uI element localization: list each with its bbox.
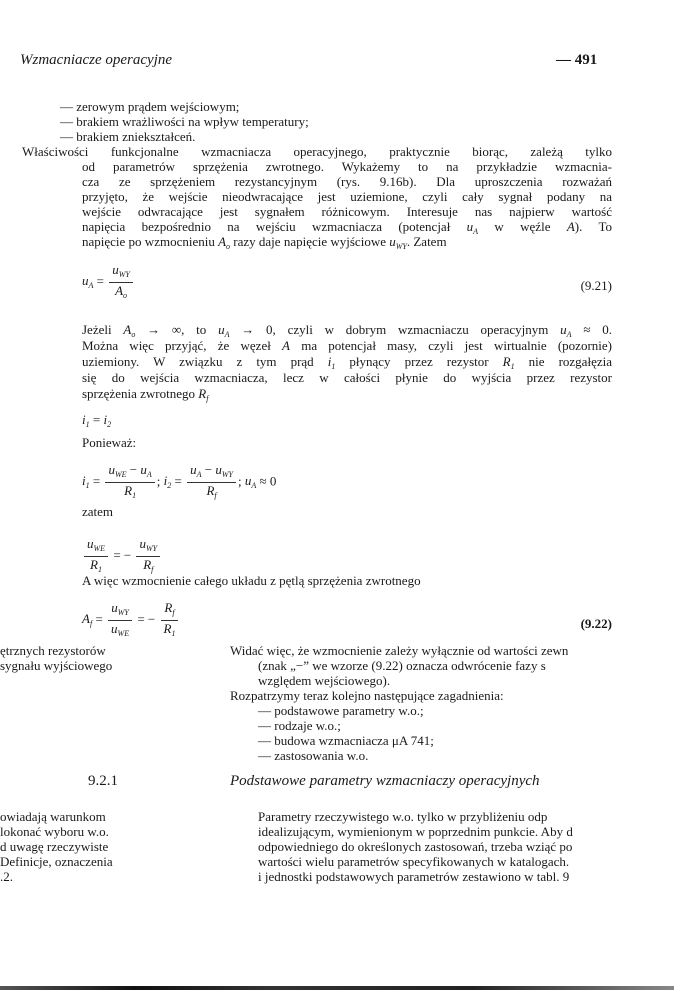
left-fragment: sygnału wyjściowego [0, 658, 113, 673]
equation-label: (9.22) [580, 616, 612, 631]
paragraph-line: i jednostki podstawowych parametrów zestawiono w tabl. 9 [258, 869, 570, 884]
paragraph-line: odpowiedniego do określonych zastosowań, trzeba wziąć po [258, 839, 573, 854]
math-variable [389, 234, 407, 249]
math-variable [215, 462, 233, 477]
equation-9-22 [82, 600, 180, 641]
math-variable [467, 219, 478, 234]
math-variable [140, 462, 151, 477]
numerator [108, 600, 132, 621]
denominator [108, 621, 132, 641]
math-variable [503, 354, 515, 369]
variable-subscript: o [123, 291, 128, 300]
variable-subscript: WE [114, 470, 127, 479]
fraction [161, 600, 179, 641]
variable-subscript: WY [395, 242, 407, 251]
left-fragment: lokonać wyboru w.o. [0, 824, 109, 839]
math-variable [206, 483, 216, 498]
denominator [161, 621, 179, 641]
math-variable [164, 621, 176, 636]
text-run: ma potencjał masy, czyli jest wirtualnie (pozornie) [290, 338, 612, 353]
equation [82, 536, 162, 577]
math-variable [82, 412, 90, 427]
text-run: Właściwości funkcjonalne wzmacniacza operacyjnego, praktycznie biorąc, zależą tylko [22, 144, 612, 159]
equation [82, 462, 276, 503]
left-fragment: Definicje, oznaczenia [0, 854, 113, 869]
variable-symbol: i [82, 412, 86, 427]
paragraph-line [82, 204, 612, 219]
variable-subscript: f [151, 565, 154, 574]
paragraph-line [82, 159, 612, 174]
variable-subscript: f [89, 619, 93, 629]
variable-symbol: u [215, 462, 222, 477]
text-run: sprzężenia zwrotnego [82, 386, 199, 401]
fraction [187, 462, 236, 503]
list-item: — zastosowania w.o. [258, 748, 369, 763]
fraction [109, 262, 133, 303]
variable-symbol: u [466, 219, 474, 234]
text-run: uziemiony. W związku z tym prąd [82, 354, 328, 369]
text-run: = − [110, 547, 135, 563]
text-run: = [89, 473, 104, 489]
text-run: się do wejścia wzmacniacza, lecz w całości płynie do wyjścia przez rezystor [82, 370, 612, 385]
variable-subscript: A [566, 330, 572, 339]
variable-symbol: u [111, 600, 118, 615]
variable-subscript: WY [118, 270, 130, 279]
text-run: napięcia bezpośrednio na wejściu wzmacniacza (potencjał [82, 219, 467, 234]
variable-symbol: i [82, 473, 86, 489]
list-item: — brakiem wrażliwości na wpływ temperatury; [60, 114, 309, 129]
variable-symbol: R [206, 483, 215, 498]
text-run: Można więc przyjąć, że węzeł [82, 338, 283, 353]
paragraph-line [82, 174, 612, 189]
paragraph-line: względem wejściowego). [258, 673, 391, 688]
variable-symbol: R [502, 354, 511, 369]
text-run: = [92, 611, 107, 627]
text-run: ). To [574, 219, 612, 234]
numerator [105, 462, 154, 483]
paragraph-line: idealizującym, wymienionym w poprzednim punkcie. Aby d [258, 824, 573, 839]
left-fragment: d uwagę rzeczywiste [0, 839, 109, 854]
text-run: − [126, 462, 141, 477]
paragraph-line: wartości wielu parametrów specyfikowanych w katalogach. [258, 854, 570, 869]
variable-symbol: u [218, 322, 225, 337]
text-run: → ∞, to [135, 322, 219, 337]
variable-symbol: A [123, 322, 132, 337]
math-variable [143, 557, 153, 572]
variable-subscript: 1 [132, 491, 137, 500]
variable-symbol: A [218, 234, 227, 249]
variable-subscript: WE [117, 629, 130, 638]
variable-symbol: u [87, 536, 94, 551]
variable-subscript: f [214, 491, 217, 500]
math-variable [111, 621, 129, 636]
numerator [109, 262, 133, 283]
variable-symbol: u [108, 462, 115, 477]
list-item: — budowa wzmacniacza μA 741; [258, 733, 434, 748]
variable-subscript: 1 [98, 565, 102, 574]
paragraph-line: (znak „−” we wzorze (9.22) oznacza odwrócenie fazy s [258, 658, 546, 673]
math-variable [82, 473, 90, 491]
variable-subscript: WY [117, 608, 129, 617]
math-variable [82, 611, 93, 629]
numerator [187, 462, 236, 483]
numerator [136, 536, 160, 557]
variable-symbol: u [244, 473, 252, 489]
running-header-title: Wzmacniacze operacyjne [20, 52, 173, 68]
math-variable [218, 234, 230, 249]
text-run: ; [156, 473, 164, 489]
variable-subscript: A [473, 227, 479, 236]
math-variable [164, 600, 174, 615]
text-run: ; [237, 473, 245, 489]
paragraph-line [82, 189, 612, 204]
math-variable [560, 322, 571, 337]
variable-symbol: i [163, 473, 168, 489]
variable-symbol: i [103, 412, 108, 427]
text-run: = [171, 473, 186, 489]
variable-symbol: u [112, 262, 119, 277]
variable-subscript: o [131, 330, 136, 339]
numerator [84, 536, 108, 557]
variable-subscript: o [226, 242, 231, 251]
text-run: razy daje napięcie wyjściowe [230, 234, 390, 249]
left-fragment: owiadają warunkom [0, 809, 106, 824]
math-variable [103, 412, 111, 427]
section-title: Podstawowe parametry wzmacniaczy operacyjnych [230, 773, 540, 789]
variable-subscript: 1 [85, 481, 90, 491]
variable-symbol: i [327, 354, 332, 369]
variable-symbol: u [560, 322, 567, 337]
numerator [161, 600, 177, 621]
text-run: w węźle [478, 219, 567, 234]
math-variable [198, 386, 208, 401]
variable-subscript: A [224, 330, 230, 339]
list-item: — zerowym prądem wejściowym; [60, 99, 240, 114]
variable-subscript: WY [145, 544, 158, 553]
math-variable [90, 557, 102, 572]
text-run: = − [134, 611, 159, 627]
variable-subscript: 2 [167, 481, 172, 491]
paragraph-line: Rozpatrzymy teraz kolejno następujące zagadnienia: [230, 688, 504, 703]
fraction [136, 536, 160, 577]
variable-symbol: R [164, 600, 173, 615]
variable-symbol: R [198, 386, 207, 401]
fraction [84, 536, 108, 577]
variable-subscript: 1 [510, 362, 515, 371]
variable-subscript: A [88, 281, 94, 291]
math-variable [82, 273, 94, 291]
variable-symbol: u [140, 462, 147, 477]
left-fragment: .2. [0, 869, 13, 884]
variable-symbol: u [389, 234, 396, 249]
text-run: − [201, 462, 216, 477]
variable-symbol: R [163, 621, 172, 636]
paragraph-line [82, 338, 612, 353]
math-variable [567, 219, 575, 234]
paragraph-line: Widać więc, że wzmocnienie zależy wyłącznie od wartości zewn [230, 643, 569, 658]
variable-subscript: A [196, 470, 202, 479]
math-variable [190, 462, 201, 477]
math-variable [111, 600, 129, 615]
variable-symbol: u [139, 536, 146, 551]
variable-symbol: A [82, 611, 90, 627]
variable-symbol: A [115, 283, 124, 298]
list-item: — podstawowe parametry w.o.; [258, 703, 424, 718]
math-variable [115, 283, 127, 298]
text-run: . Zatem [406, 234, 447, 249]
text-run: nie rozgałęzia [514, 354, 612, 369]
list-item: — rodzaje w.o.; [258, 718, 341, 733]
math-variable [124, 483, 136, 498]
math-variable [123, 322, 135, 337]
left-fragment: ętrznych rezystorów [0, 643, 106, 658]
math-variable [139, 536, 157, 551]
text-run: → 0, czyli w dobrym wzmacniaczu operacyjnym [229, 322, 561, 337]
text-run: przyjęto, że wejście nieodwracające jest uziemione, czyli cały sygnał podany na [82, 189, 612, 204]
fraction [108, 600, 132, 641]
variable-symbol: u [82, 273, 89, 289]
variable-symbol: u [190, 462, 197, 477]
section-number: 9.2.1 [88, 773, 118, 789]
text-run: wejście odwracające jest sygnałem różnicowym. Interesuje nas najpierw wartość [82, 204, 612, 219]
denominator [121, 483, 139, 503]
variable-symbol: u [111, 621, 118, 636]
variable-subscript: WE [93, 544, 106, 553]
text-run: cza ze sprzężeniem rezystancyjnym (rys. 9.16b). Dla uproszczenia rozważań [82, 174, 612, 189]
paragraph-line [82, 234, 447, 254]
text-run: ≈ 0. [571, 322, 613, 337]
text-run: od parametrów sprzężenia zwrotnego. Wykażemy to na przykładzie wzmacnia- [82, 159, 612, 174]
variable-subscript: f [172, 608, 175, 617]
variable-symbol: A [566, 219, 575, 234]
math-variable [218, 322, 229, 337]
variable-subscript: WY [221, 470, 233, 479]
variable-subscript: 1 [171, 629, 176, 638]
denominator [112, 283, 130, 303]
text-run: = [93, 273, 108, 289]
variable-symbol: R [90, 557, 98, 572]
variable-symbol: A [282, 338, 290, 353]
text-run: płynący przez rezystor [335, 354, 503, 369]
text-line: A więc wzmocnienie całego układu z pętlą sprzężenia zwrotnego [82, 573, 421, 588]
paragraph-line [82, 370, 612, 385]
text-line: zatem [82, 504, 114, 519]
page-number: — 491 [556, 52, 598, 68]
math-variable [87, 536, 105, 551]
math-variable [282, 338, 290, 353]
fraction [105, 462, 154, 503]
variable-subscript: A [251, 481, 257, 491]
text-run: Jeżeli [82, 322, 124, 337]
math-variable [244, 473, 257, 491]
math-variable [108, 462, 126, 477]
paragraph-line [82, 386, 208, 406]
paragraph-line: Parametry rzeczywistego w.o. tylko w przybliżeniu odp [258, 809, 548, 824]
equation [82, 412, 111, 432]
math-variable [112, 262, 130, 277]
variable-symbol: R [124, 483, 133, 498]
equation-label: (9.21) [580, 278, 612, 293]
variable-subscript: 2 [107, 420, 112, 429]
text-run: ≈ 0 [256, 473, 277, 489]
variable-subscript: A [146, 470, 152, 479]
text-run: = [89, 412, 104, 427]
denominator [203, 483, 219, 503]
variable-subscript: f [206, 394, 209, 403]
variable-subscript: 1 [85, 420, 90, 429]
list-item: — brakiem zniekształceń. [60, 129, 196, 144]
equation-9-21 [82, 262, 135, 303]
variable-subscript: 1 [331, 362, 336, 371]
scan-edge-line [0, 986, 674, 990]
variable-symbol: R [143, 557, 152, 572]
paragraph-line [22, 144, 612, 159]
text-run: napięcie po wzmocnieniu [82, 234, 219, 249]
text-line: Ponieważ: [82, 435, 137, 450]
